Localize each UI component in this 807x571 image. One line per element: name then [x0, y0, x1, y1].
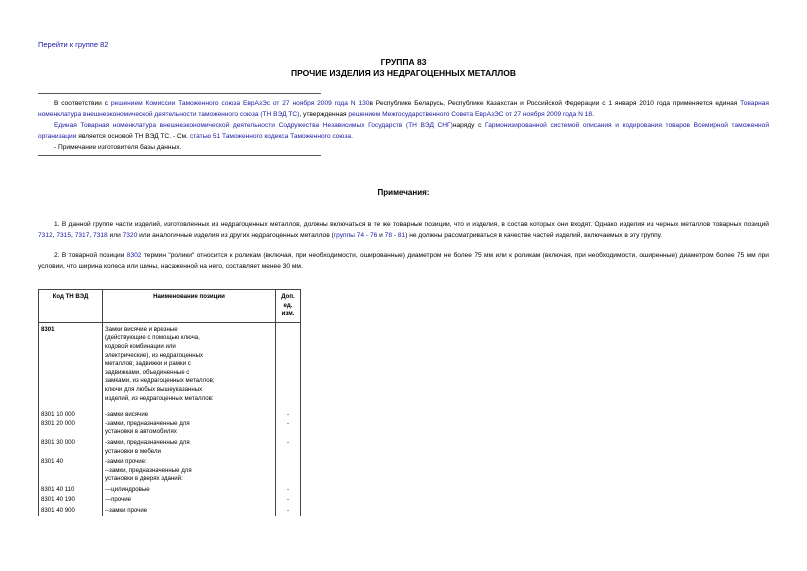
row-unit: - — [276, 484, 301, 495]
row-unit: - — [276, 437, 301, 456]
divider-bottom — [38, 155, 321, 156]
row-unit: - — [276, 420, 301, 437]
intro-paragraph-2: Единая Товарная номенклатура внешнеэкономической деятельности Содружества Независимых Государств (ТН ВЭД СНГ)наряду с Гармонизированной системой описания и кодирования товаров Всемирной таможенной организации является основой ТН ВЭД ТС. - См. статью 51 Таможенного кодекса Таможенного союза. — [38, 122, 769, 140]
row-name: -замки, предназначенные для установки в автомобилях — [103, 420, 276, 437]
row-code: 8301 30 000 — [39, 437, 103, 456]
title-line-2: ПРОЧИЕ ИЗДЕЛИЯ ИЗ НЕДРАГОЦЕННЫХ МЕТАЛЛОВ — [291, 68, 516, 78]
row-name: Замки висячие и врезные (действующие с помощью ключа, кодовой комбинации или электрические), из недрагоценных металлов; задвижки и рамки с задвижками, объединенные с замками, из недрагоценных металлов; ключи для любых вышеуказанных изделий, из недрагоценных металлов: — [103, 322, 276, 403]
tnved-cis-link[interactable]: Единая Товарная номенклатура внешнеэкономической деятельности Содружества Независимых Государств (ТН ВЭД СНГ) — [54, 122, 453, 129]
row-code: 8301 40 — [39, 456, 103, 467]
table-row — [39, 403, 301, 420]
intro-commentary — [38, 98, 769, 153]
customs-code-article-link[interactable]: статью 51 Таможенного кодекса Таможенного союза — [189, 133, 352, 140]
note-2: 2. В товарной позиции 8302 термин "ролики" относится к роликам (включая, при необходимости, ошированные) диаметром не более 75 мм или к роликам (включая, при необходимости, оширенные) диаметром более 75 мм при условии, что ширина колеса или шины, насаженной на него, составляет менее 30 мм. — [38, 252, 769, 270]
row-unit — [276, 456, 301, 467]
row-unit: - — [276, 505, 301, 516]
table-row — [39, 505, 301, 516]
table-row — [39, 420, 301, 437]
note-1: 1. В данной группе части изделий, изготовленных из недрагоценных металлов, должны включаться в те же товарные позиции, что и изделия, в состав которых они входят. Однако изделия из черных металлов товарных позиций 7312, 7315, 7317, 7318 или 7320 или аналогичные изделия из других недрагоценных металлов (группы 74 - 76 и 78 - 81) не должны рассматриваться в качестве частей изделий, включаемых в эту группу. — [38, 221, 769, 239]
col-header-unit: Доп. ед. изм. — [276, 290, 301, 323]
col-header-name: Наименование позиции — [103, 290, 276, 323]
row-name: --замки, предназначенные для установки в дверях зданий: — [103, 467, 276, 484]
table-row — [39, 322, 301, 403]
row-code: 8301 10 000 — [39, 403, 103, 420]
intro-paragraph-3: - Примечание изготовителя базы данных. — [54, 144, 182, 151]
row-name: -замки, предназначенные для установки в мебели — [103, 437, 276, 456]
row-name: --замки прочие — [103, 505, 276, 516]
row-unit — [276, 322, 301, 403]
heading-7320-link[interactable]: 7320 — [122, 232, 138, 239]
table-row — [39, 456, 301, 467]
table-row — [39, 467, 301, 484]
table-header-row — [39, 290, 301, 323]
row-name: -замки прочие: — [103, 456, 276, 467]
prev-group-link[interactable]: Перейти к группе 82 — [38, 40, 109, 49]
row-unit: - — [276, 403, 301, 420]
page-title — [0, 57, 807, 79]
table-row — [39, 484, 301, 495]
intro-paragraph-1: В соответствии с решением Комиссии Таможенного союза ЕврАзЭс от 27 ноября 2009 года N 130в Республике Беларусь, Республике Казахстан и Российской Федерации с 1 января 2010 года применяется единая Товарная номенклатура внешнеэкономической деятельности таможенного союза (ТН ВЭД ТС), утвержденная решением Межгосударственного Совета ЕврАзЭС от 27 ноября 2009 года N 18. — [38, 100, 769, 118]
table-row — [39, 494, 301, 505]
row-name: -замки висячие — [103, 403, 276, 420]
notes-heading: Примечания: — [377, 188, 430, 197]
title-line-1: ГРУППА 83 — [380, 57, 427, 67]
heading-7318-link[interactable]: 7318 — [93, 232, 108, 239]
divider-top — [38, 93, 321, 94]
row-code: 8301 40 110 — [39, 484, 103, 495]
table-row — [39, 437, 301, 456]
tnved-table — [38, 289, 301, 516]
heading-7315-link[interactable]: 7315 — [56, 232, 72, 239]
row-name: ---прочие — [103, 494, 276, 505]
heading-7312-link[interactable]: 7312 — [38, 232, 53, 239]
notes-section — [38, 219, 769, 281]
tnved-ts-link[interactable]: Товарная номенклатура внешнеэкономической деятельности таможенного союза (ТН ВЭД ТС) — [38, 100, 769, 118]
row-code: 8301 40 190 — [39, 494, 103, 505]
row-code — [39, 467, 103, 484]
row-name: ---цилиндровые — [103, 484, 276, 495]
groups-78-81-link[interactable]: 78 - 81 — [384, 232, 406, 239]
groups-74-76-link[interactable]: группы 74 - 76 — [333, 232, 378, 239]
council-decision-link[interactable]: решением Межгосударственного Совета ЕврАзЭС от 27 ноября 2009 года N 18 — [348, 111, 593, 118]
row-unit: - — [276, 494, 301, 505]
row-code: 8301 20 000 — [39, 420, 103, 437]
row-code: 8301 — [39, 322, 103, 403]
heading-8302-link[interactable]: 8302 — [126, 252, 142, 259]
row-unit — [276, 467, 301, 484]
heading-7317-link[interactable]: 7317 — [74, 232, 90, 239]
row-code: 8301 40 900 — [39, 505, 103, 516]
col-header-code: Код ТН ВЭД — [39, 290, 103, 323]
harmonized-system-link[interactable]: Гармонизированной системой описания и кодирования товаров Всемирной таможенной организации — [38, 122, 769, 140]
commission-decision-link[interactable]: решением Комиссии Таможенного союза ЕврАзЭс от 27 ноября 2009 года N 130 — [110, 100, 370, 107]
